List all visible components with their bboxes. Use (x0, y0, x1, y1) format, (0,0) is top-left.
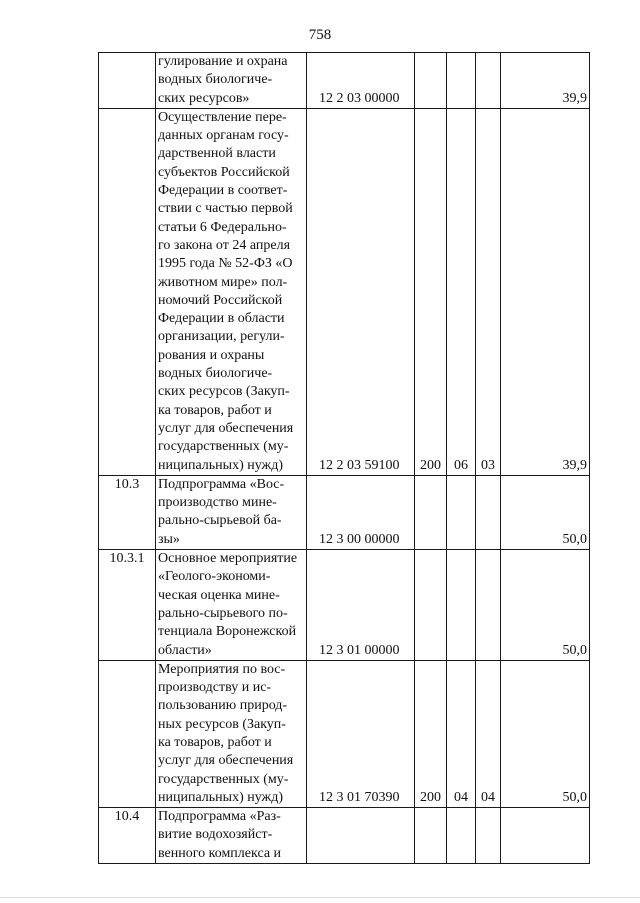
target-article-code-cell: 12 3 01 70390 (307, 660, 415, 807)
table-row (99, 550, 590, 661)
subsection-code-cell (476, 808, 501, 864)
amount-cell: 39,9 (501, 53, 590, 109)
item-name-line: зы» (158, 531, 180, 547)
item-name-line: государственных (му- (158, 439, 289, 455)
item-name-cell (156, 475, 307, 549)
item-name-line: дарственной власти (158, 146, 276, 162)
item-name-line: номочий Российской (158, 292, 283, 308)
item-name-line: рально-сырьевого по- (158, 605, 288, 621)
section-code-cell (447, 550, 476, 661)
table-row (99, 808, 590, 864)
item-name-line: 1995 года № 52-ФЗ «О (158, 256, 293, 272)
item-name-line: пользованию природ- (158, 698, 288, 714)
item-name-line: венного комплекса и (158, 845, 282, 861)
target-article-code-cell: 12 3 00 00000 (307, 475, 415, 549)
item-name-line: рально-сырьевой ба- (158, 513, 282, 529)
item-name-line: ниципальных) нужд) (158, 789, 283, 805)
table-row (99, 475, 590, 549)
expense-type-code-cell: 200 (415, 660, 447, 807)
item-name-line: Основное мероприятие (158, 551, 298, 567)
item-name-line: Федерации в области (158, 311, 285, 327)
item-number-cell (99, 660, 156, 807)
scan-artifact (0, 897, 640, 898)
target-article-code-cell (307, 808, 415, 864)
item-name-line: ских ресурсов (Закуп- (158, 384, 290, 400)
subsection-code-cell (476, 53, 501, 109)
item-name-line: Мероприятия по вос- (158, 661, 286, 677)
page-number: 758 (308, 27, 332, 43)
item-name-cell (156, 550, 307, 661)
item-name-line: производству и ис- (158, 680, 272, 696)
item-name-line: производство мине- (158, 495, 277, 511)
section-code-cell (447, 808, 476, 864)
expense-type-code-cell (415, 53, 447, 109)
item-name-line: субъектов Российской (158, 164, 290, 180)
table-row (99, 660, 590, 807)
item-name-line: государственных (му- (158, 771, 289, 787)
budget-table (98, 52, 590, 864)
amount-cell: 50,0 (501, 660, 590, 807)
item-name-line: «Геолого-экономи- (158, 569, 271, 585)
subsection-code-cell (476, 550, 501, 661)
item-name-line: области» (158, 642, 212, 658)
item-name-line: го закона от 24 апреля (158, 237, 291, 253)
item-name-cell (156, 108, 307, 475)
item-name-line: водных биологиче- (158, 366, 273, 382)
item-number-cell: 10.3.1 (99, 550, 156, 661)
item-name-line: животном мире» пол- (158, 274, 288, 290)
expense-type-code-cell (415, 550, 447, 661)
item-name-line: гулирование и охрана (158, 54, 288, 69)
item-name-line: ных ресурсов (Закуп- (158, 716, 286, 732)
item-name-line: статьи 6 Федерально- (158, 219, 287, 235)
amount-cell: 50,0 (501, 550, 590, 661)
item-name-line: ка товаров, работ и (158, 402, 272, 418)
section-code-cell: 06 (447, 108, 476, 475)
expense-type-code-cell (415, 808, 447, 864)
table-row (99, 108, 590, 475)
item-name-line: услуг для обеспечения (158, 420, 294, 436)
item-number-cell: 10.3 (99, 475, 156, 549)
section-code-cell: 04 (447, 660, 476, 807)
table-row (99, 53, 590, 109)
item-name-line: Федерации в соответ- (158, 183, 288, 199)
item-name-cell (156, 53, 307, 109)
section-code-cell (447, 475, 476, 549)
item-name-line: Подпрограмма «Раз- (158, 809, 281, 825)
item-name-line: данных органам госу- (158, 128, 289, 144)
subsection-code-cell: 04 (476, 660, 501, 807)
target-article-code-cell: 12 2 03 00000 (307, 53, 415, 109)
item-name-line: ских ресурсов» (158, 90, 250, 106)
subsection-code-cell (476, 475, 501, 549)
expense-type-code-cell (415, 475, 447, 549)
item-name-line: услуг для обеспечения (158, 753, 294, 769)
item-name-line: тенциала Воронежской (158, 624, 297, 640)
amount-cell: 39,9 (501, 108, 590, 475)
item-name-cell (156, 808, 307, 864)
item-number-cell: 10.4 (99, 808, 156, 864)
expense-type-code-cell: 200 (415, 108, 447, 475)
item-name-line: Осуществление пере- (158, 109, 287, 125)
target-article-code-cell: 12 2 03 59100 (307, 108, 415, 475)
item-number-cell (99, 108, 156, 475)
item-name-line: ниципальных) нужд) (158, 457, 283, 473)
item-name-line: ческая оценка мине- (158, 587, 280, 603)
item-name-line: организации, регули- (158, 329, 285, 345)
item-name-line: ка товаров, работ и (158, 734, 272, 750)
target-article-code-cell: 12 3 01 00000 (307, 550, 415, 661)
item-name-line: ствии с частью первой (158, 201, 293, 217)
item-name-line: рования и охраны (158, 347, 265, 363)
section-code-cell (447, 53, 476, 109)
item-name-line: Подпрограмма «Вос- (158, 476, 285, 492)
item-name-line: витие водохозяйст- (158, 827, 273, 843)
item-number-cell (99, 53, 156, 109)
item-name-line: водных биологиче- (158, 72, 273, 88)
amount-cell: 50,0 (501, 475, 590, 549)
amount-cell (501, 808, 590, 864)
subsection-code-cell: 03 (476, 108, 501, 475)
item-name-cell (156, 660, 307, 807)
